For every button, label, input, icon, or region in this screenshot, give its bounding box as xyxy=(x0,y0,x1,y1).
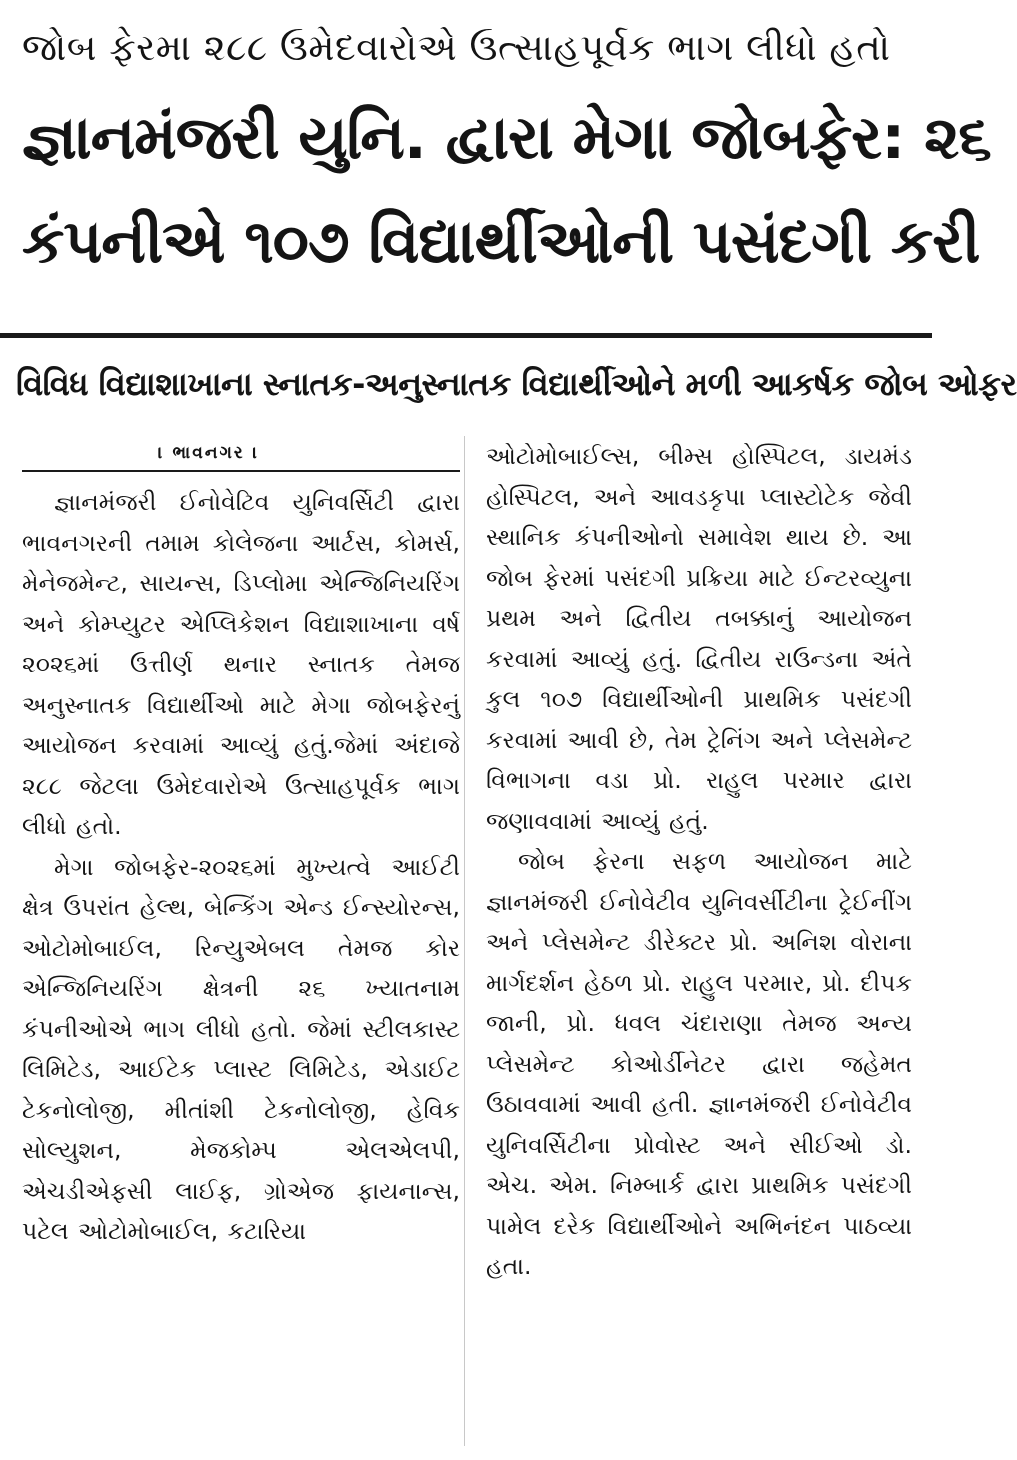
dateline: । ભાવનગર । xyxy=(158,443,260,463)
headline-line-2: કંપનીએ ૧૦૭ વિદ્યાર્થીઓની પસંદગી કરી xyxy=(22,207,980,277)
left-column xyxy=(22,436,460,1252)
dateline-row xyxy=(22,436,460,472)
left-paragraph-1: જ્ઞાનમંજરી ઈનોવેટિવ યુનિવર્સિટી દ્વારા ભાવનગરની તમામ કોલેજના આર્ટસ, કોમર્સ, મેનેજમેન્ટ, સાયન્સ, ડિપ્લોમા એન્જિનિયરિંગ અને કોમ્પ્યુટર એપ્લિકેશન વિદ્યાશાખાના વર્ષ ૨૦૨૬માં ઉત્તીર્ણ થનાર સ્નાતક તેમજ અનુસ્નાતક વિદ્યાર્થીઓ માટે મેગા જોબફેરનું આયોજન કરવામાં આવ્યું હતું.જેમાં અંદાજે ૨૮૮ જેટલા ઉમેદવારોએ ઉત્સાહપૂર્વક ભાગ લીધો હતો. xyxy=(22,488,460,840)
left-paragraph-2: મેગા જોબફેર-૨૦૨૬માં મુખ્યત્વે આઈટી ક્ષેત્ર ઉપરાંત હેલ્થ, બેન્કિંગ એન્ડ ઈન્સ્યોરન્સ, ઓટોમોબાઈલ, રિન્યુએબલ તેમજ કોર એન્જિનિયરિંગ ક્ષેત્રની ૨૬ ખ્યાતનામ કંપનીઓએ ભાગ લીધો હતો. જેમાં સ્ટીલકાસ્ટ લિમિટેડ, આઈટેક પ્લાસ્ટ લિમિટેડ, એડાઈટ ટેકનોલોજી, મીતાંશી ટેકનોલોજી, હેવિક સોલ્યુશન, મેજકોમ્પ એલએલપી, એચડીએફસી લાઈફ, ગ્રોએજ ફાયનાન્સ, પટેલ ઓટોમોબાઈલ, કટારિયા xyxy=(22,852,460,1245)
right-column xyxy=(486,436,912,1287)
subheadline-rule xyxy=(0,333,932,338)
right-paragraph-1: ઓટોમોબાઈલ્સ, બીમ્સ હોસ્પિટલ, ડાયમંડ હોસ્પિટલ, અને આવડકૃપા પ્લાસ્ટોટેક જેવી સ્થાનિક કંપનીઓનો સમાવેશ થાય છે. આ જોબ ફેરમાં પસંદગી પ્રક્રિયા માટે ઈન્ટરવ્યુના પ્રથમ અને દ્વિતીય તબક્કાનું આયોજન કરવામાં આવ્યું હતું. દ્વિતીય રાઉન્ડના અંતે કુલ ૧૦૭ વિદ્યાર્થીઓની પ્રાથમિક પસંદગી કરવામાં આવી છે, તેમ ટ્રેનિંગ અને પ્લેસમેન્ટ વિભાગના વડા પ્રો. રાહુલ પરમાર દ્વારા જણાવવામાં આવ્યું હતું. xyxy=(486,442,912,835)
headline-line-1: જ્ઞાનમંજરી યુનિ. દ્વારા મેગા જોબફેર: ૨૬ xyxy=(22,103,991,173)
subheadline: વિવિધ વિદ્યાશાખાના સ્નાતક-અનુસ્નાતક વિદ્યાર્થીઓને મળી આકર્ષક જોબ ઓફર xyxy=(16,365,1017,403)
right-paragraph-2: જોબ ફેરના સફળ આયોજન માટે જ્ઞાનમંજરી ઈનોવેટીવ યુનિવર્સીટીના ટ્રેઈનીંગ અને પ્લેસમેન્ટ ડીરેક્ટર પ્રો. અનિશ વોરાના માર્ગદર્શન હેઠળ પ્રો. રાહુલ પરમાર, પ્રો. દીપક જાની, પ્રો. ધવલ ચંદારાણા તેમજ અન્ય પ્લેસમેન્ટ કોઓર્ડીનેટર દ્વારા જહેમત ઉઠાવવામાં આવી હતી. જ્ઞાનમંજરી ઈનોવેટીવ યુનિવર્સિટીના પ્રોવોસ્ટ અને સીઈઓ ડો. એચ. એમ. નિમ્બાર્ક દ્વારા પ્રાથમિક પસંદગી પામેલ દરેક વિદ્યાર્થીઓને અભિનંદન પાઠવ્યા હતા. xyxy=(486,847,912,1280)
kicker-line: જોબ ફેરમા ૨૮૮ ઉમેદવારોએ ઉત્સાહપૂર્વક ભાગ લીધો હતો xyxy=(22,26,891,69)
column-divider xyxy=(464,436,465,1446)
